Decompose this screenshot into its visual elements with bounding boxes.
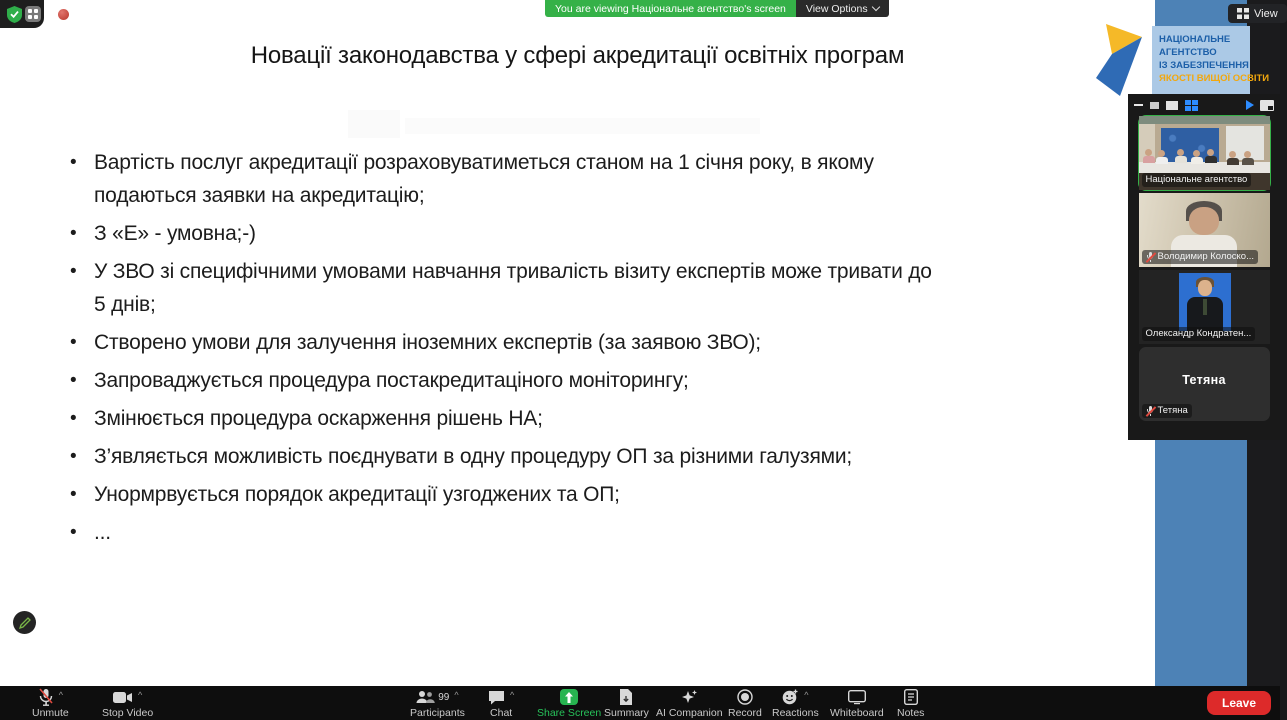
screen-share-banner (545, 0, 889, 17)
stop-video-button[interactable]: ^ Stop Video (102, 690, 154, 719)
chevron-down-icon (871, 3, 879, 11)
summary-doc-icon (619, 689, 633, 705)
recording-indicator-icon (58, 9, 69, 20)
bullet-item: • ... (68, 516, 1108, 549)
agency-logo-mark-icon (1088, 24, 1150, 98)
participant-name-label: Національне агентство (1142, 173, 1252, 187)
slide-faint-artifact (405, 118, 760, 134)
participant-name-label: Володимир Колоско... (1142, 250, 1259, 264)
bullet-item: • Вартість послуг акредитації розраховуватиметься станом на 1 січня року, в якому подаються заявки на акредитацію; (68, 146, 1108, 212)
summary-button[interactable]: Summary (604, 688, 649, 719)
next-page-icon[interactable] (1246, 100, 1254, 110)
view-options-button[interactable]: View Options (796, 0, 889, 17)
record-button[interactable]: Record (728, 688, 762, 719)
security-shield-icon[interactable] (7, 6, 22, 23)
view-button[interactable]: View (1228, 4, 1287, 23)
video-strip-controls (1128, 94, 1280, 116)
muted-mic-icon (1146, 406, 1155, 417)
meeting-toolbar (0, 686, 1280, 720)
muted-mic-icon (38, 688, 54, 706)
video-strip-panel (1128, 94, 1280, 440)
annotate-pencil-button[interactable] (13, 611, 36, 634)
bullet-item: • З’являється можливість поєднувати в одну процедуру ОП за різними галузями; (68, 440, 1108, 473)
video-tile-oleksandr[interactable] (1139, 270, 1270, 344)
muted-mic-icon (1146, 252, 1155, 263)
video-tile-natsionalne-ahentstvo[interactable] (1139, 116, 1270, 190)
chevron-up-icon[interactable]: ^ (510, 690, 515, 700)
video-tile-volodymyr[interactable] (1139, 193, 1270, 267)
chat-button[interactable]: ^ Chat (488, 688, 514, 719)
leave-button[interactable]: Leave (1207, 691, 1271, 715)
slide-bullet-list (68, 146, 1108, 554)
grid-view-icon[interactable] (1185, 100, 1198, 111)
unmute-button[interactable]: ^ Unmute (32, 690, 69, 719)
video-tile-tetyana[interactable] (1139, 347, 1270, 421)
pencil-icon (19, 617, 31, 629)
agency-logo-textbox: НАЦІОНАЛЬНЕ АГЕНТСТВО ІЗ ЗАБЕЗПЕЧЕННЯ ЯКОСТІ ВИЩОЇ ОСВІТИ (1152, 26, 1250, 94)
record-icon (737, 689, 753, 705)
reactions-button[interactable]: ^ Reactions (772, 690, 819, 719)
notes-button[interactable]: Notes (897, 688, 924, 719)
camera-icon (113, 691, 133, 704)
bullet-item: • Унормрвується порядок акредитації узгоджених та ОП; (68, 478, 1108, 511)
chat-bubble-icon (488, 690, 505, 705)
apps-grid-icon[interactable] (25, 6, 41, 22)
ai-sparkle-icon (681, 689, 698, 706)
agency-logo (1088, 24, 1270, 98)
bullet-item: • Змінюється процедура оскарження рішень НА; (68, 402, 1108, 435)
gallery-view-icon (1237, 8, 1249, 19)
notes-icon (904, 689, 918, 705)
chevron-up-icon[interactable]: ^ (137, 690, 143, 700)
whiteboard-icon (848, 690, 866, 704)
slide-faint-artifact (348, 110, 400, 138)
share-screen-icon (560, 689, 578, 705)
viewing-status-text: You are viewing Національне агентство's screen (545, 0, 796, 17)
layout-icon[interactable] (1260, 100, 1274, 111)
meeting-info-controls (0, 0, 44, 28)
chevron-up-icon[interactable]: ^ (454, 690, 459, 700)
bullet-item: • У ЗВО зі специфічними умовами навчання тривалість візиту експертів може тривати до 5 днів; (68, 255, 1108, 321)
participants-icon (416, 690, 435, 704)
bullet-item: • З «Е» - умовна;-) (68, 217, 1108, 250)
slide-title: Новації законодавства у сфері акредитації освітніх програм (250, 42, 905, 69)
ai-companion-button[interactable]: AI Companion (656, 688, 723, 719)
chevron-up-icon[interactable]: ^ (804, 690, 809, 700)
bullet-item: • Створено умови для залучення іноземних експертів (за заявою ЗВО); (68, 326, 1108, 359)
participant-name-label: Олександр Кондратен... (1142, 327, 1256, 341)
small-view-icon[interactable] (1150, 102, 1159, 109)
whiteboard-button[interactable]: Whiteboard (830, 688, 884, 719)
participant-name-label: Тетяна (1142, 404, 1192, 418)
minimize-strip-icon[interactable] (1134, 104, 1143, 106)
participants-button[interactable]: 99 ^ Participants (410, 690, 465, 719)
share-screen-button[interactable]: Share Screen (537, 688, 601, 719)
medium-view-icon[interactable] (1166, 101, 1178, 110)
reactions-smiley-icon (782, 689, 799, 705)
participant-display-name: Тетяна (1182, 373, 1226, 387)
bullet-item: • Запроваджується процедура постакредитаціного моніторингу; (68, 364, 1108, 397)
chevron-up-icon[interactable]: ^ (58, 690, 63, 700)
